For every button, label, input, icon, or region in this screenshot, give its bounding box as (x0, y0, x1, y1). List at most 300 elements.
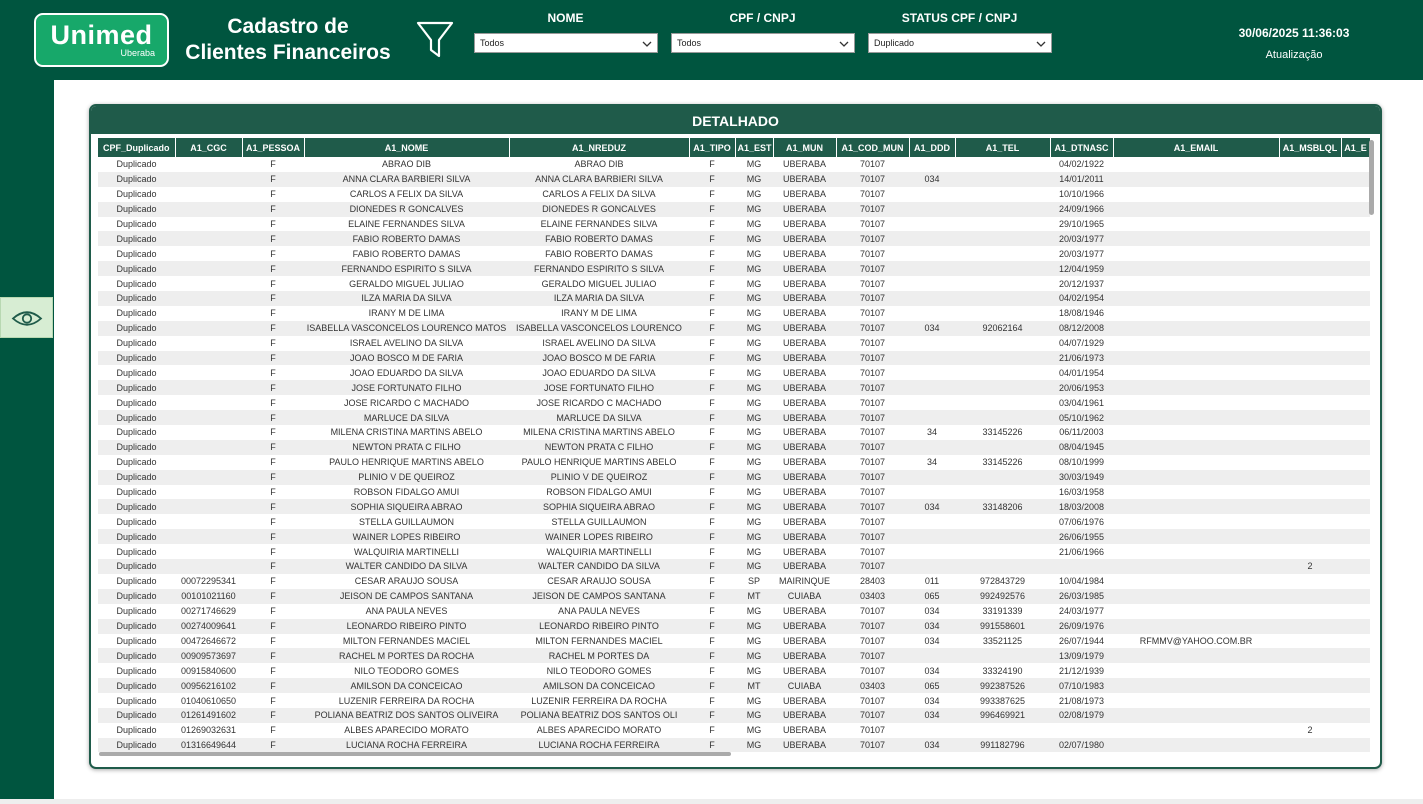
table-row[interactable] (98, 202, 1370, 217)
table-cell: F (242, 440, 304, 455)
table-row[interactable] (98, 559, 1370, 574)
table-row[interactable] (98, 589, 1370, 604)
table-cell (175, 440, 242, 455)
table-cell (909, 485, 955, 500)
table-row[interactable] (98, 425, 1370, 440)
table-cell (955, 306, 1050, 321)
table-row[interactable] (98, 246, 1370, 261)
table-cell (1113, 231, 1279, 246)
table-cell: 21/08/1973 (1050, 693, 1113, 708)
table-cell (1341, 187, 1370, 202)
table-cell: JOAO BOSCO M DE FARIA (304, 351, 509, 366)
table-cell: 20/03/1977 (1050, 231, 1113, 246)
table-row[interactable] (98, 634, 1370, 649)
table-cell: F (689, 529, 735, 544)
table-cell (1279, 529, 1341, 544)
slicer-cpf-cnpj-dropdown[interactable] (671, 33, 855, 53)
table-cell (1113, 693, 1279, 708)
table-row[interactable] (98, 738, 1370, 752)
table-cell: MG (735, 217, 773, 232)
table-cell: ILZA MARIA DA SILVA (304, 291, 509, 306)
table-cell: F (689, 380, 735, 395)
table-cell (1113, 410, 1279, 425)
table-cell (909, 723, 955, 738)
table-cell: MG (735, 336, 773, 351)
table-cell (1113, 276, 1279, 291)
table-cell: Duplicado (98, 395, 175, 410)
table-row[interactable] (98, 693, 1370, 708)
column-header-a1-tipo[interactable] (689, 138, 735, 157)
table-cell: MG (735, 499, 773, 514)
table-cell: CARLOS A FELIX DA SILVA (304, 187, 509, 202)
table-cell (1341, 157, 1370, 172)
table-cell: MG (735, 455, 773, 470)
table-cell: ELAINE FERNANDES SILVA (509, 217, 689, 232)
table-cell (1341, 499, 1370, 514)
table-cell (955, 544, 1050, 559)
table-cell (1341, 589, 1370, 604)
table-cell: UBERABA (773, 529, 836, 544)
table-row[interactable] (98, 499, 1370, 514)
table-cell: 70107 (836, 485, 909, 500)
column-header-a1-pessoa[interactable] (242, 138, 304, 157)
column-header-label: A1_NOME (384, 142, 429, 153)
column-header-a1-nreduz[interactable] (509, 138, 689, 157)
detail-table-card (89, 104, 1382, 769)
page-title (178, 14, 398, 66)
column-header-a1-ddd[interactable] (909, 138, 955, 157)
table-row[interactable] (98, 723, 1370, 738)
table-cell: 10/04/1984 (1050, 574, 1113, 589)
table-row[interactable] (98, 231, 1370, 246)
table-viewport (98, 138, 1370, 752)
table-cell: Duplicado (98, 306, 175, 321)
table-cell: F (242, 544, 304, 559)
table-cell (1341, 351, 1370, 366)
table-cell: F (242, 738, 304, 752)
table-cell (1279, 231, 1341, 246)
logo-brand: Unimed (50, 20, 153, 50)
table-row[interactable] (98, 440, 1370, 455)
table-cell: 04/07/1929 (1050, 336, 1113, 351)
table-cell: WALQUIRIA MARTINELLI (304, 544, 509, 559)
table-row[interactable] (98, 351, 1370, 366)
slicer-cpf-cnpj-label: CPF / CNPJ (729, 11, 796, 25)
table-cell: UBERABA (773, 217, 836, 232)
table-cell: F (242, 425, 304, 440)
table-row[interactable] (98, 619, 1370, 634)
table-cell: PLINIO V DE QUEIROZ (304, 470, 509, 485)
table-cell: 24/09/1966 (1050, 202, 1113, 217)
table-cell (1341, 455, 1370, 470)
table-cell: 034 (909, 663, 955, 678)
table-row[interactable] (98, 648, 1370, 663)
table-cell: 70107 (836, 693, 909, 708)
table-cell: POLIANA BEATRIZ DOS SANTOS OLI (509, 708, 689, 723)
table-cell: ELAINE FERNANDES SILVA (304, 217, 509, 232)
column-header-a1-e[interactable] (1341, 138, 1370, 157)
column-header-a1-cgc[interactable] (175, 138, 242, 157)
table-cell: F (689, 738, 735, 752)
table-cell: JOAO EDUARDO DA SILVA (509, 365, 689, 380)
column-header-cpf-duplicado[interactable] (98, 138, 175, 157)
column-header-a1-email[interactable] (1113, 138, 1279, 157)
table-row[interactable] (98, 187, 1370, 202)
column-header-a1-est[interactable] (735, 138, 773, 157)
table-cell (175, 410, 242, 425)
table-cell: F (242, 172, 304, 187)
table-cell: JOSE FORTUNATO FILHO (509, 380, 689, 395)
table-cell: F (242, 663, 304, 678)
table-cell: F (242, 336, 304, 351)
column-header-label: A1_PESSOA (245, 142, 301, 153)
table-cell (1341, 440, 1370, 455)
table-cell: 33145226 (955, 425, 1050, 440)
table-cell: 70107 (836, 365, 909, 380)
table-row[interactable] (98, 291, 1370, 306)
table-cell: 70107 (836, 738, 909, 752)
table-cell (955, 246, 1050, 261)
table-cell: ABRAO DIB (509, 157, 689, 172)
funnel-icon[interactable] (416, 20, 454, 60)
table-cell: F (689, 663, 735, 678)
report-header (0, 0, 1423, 80)
table-cell: Duplicado (98, 634, 175, 649)
table-cell (1113, 455, 1279, 470)
table-cell (1279, 395, 1341, 410)
logo-city: Uberaba (120, 48, 155, 58)
table-cell (1279, 589, 1341, 604)
table-cell (909, 187, 955, 202)
table-cell (1113, 217, 1279, 232)
table-cell: F (242, 276, 304, 291)
table-cell: 33145226 (955, 455, 1050, 470)
table-cell (955, 351, 1050, 366)
toggle-view-button[interactable] (0, 297, 53, 338)
table-cell: 00072295341 (175, 574, 242, 589)
table-cell (1279, 470, 1341, 485)
table-cell (1341, 544, 1370, 559)
table-cell (175, 514, 242, 529)
table-cell: Duplicado (98, 544, 175, 559)
table-cell (955, 157, 1050, 172)
table-cell (909, 648, 955, 663)
slicer-status-label: STATUS CPF / CNPJ (901, 11, 1018, 25)
column-header-a1-tel[interactable] (955, 138, 1050, 157)
column-header-a1-msblql[interactable] (1279, 138, 1341, 157)
table-cell: 065 (909, 589, 955, 604)
table-cell (1113, 723, 1279, 738)
table-cell (955, 202, 1050, 217)
table-cell (909, 261, 955, 276)
table-cell: F (689, 157, 735, 172)
table-cell: F (689, 321, 735, 336)
table-cell: 2 (1279, 559, 1341, 574)
table-cell: 70107 (836, 440, 909, 455)
bottom-strip (0, 799, 1423, 804)
table-cell (1113, 485, 1279, 500)
slicer-status-dropdown[interactable] (868, 33, 1052, 53)
table-cell: F (689, 514, 735, 529)
table-cell: 034 (909, 499, 955, 514)
table-cell: Duplicado (98, 559, 175, 574)
page-title-line2: Clientes Financeiros (185, 41, 391, 64)
table-cell: 04/02/1922 (1050, 157, 1113, 172)
table-cell (175, 425, 242, 440)
table-cell: 70107 (836, 544, 909, 559)
table-cell (1279, 678, 1341, 693)
table-cell (955, 470, 1050, 485)
table-row[interactable] (98, 514, 1370, 529)
table-cell: F (242, 306, 304, 321)
table-cell: F (689, 604, 735, 619)
table-row[interactable] (98, 380, 1370, 395)
table-cell (1113, 678, 1279, 693)
table-cell: F (689, 261, 735, 276)
table-cell (1341, 321, 1370, 336)
table-row[interactable] (98, 708, 1370, 723)
table-cell: F (242, 351, 304, 366)
table-cell: UBERABA (773, 485, 836, 500)
table-cell: F (242, 619, 304, 634)
table-cell (909, 336, 955, 351)
table-cell: ANNA CLARA BARBIERI SILVA (509, 172, 689, 187)
table-cell: 04/02/1954 (1050, 291, 1113, 306)
table-cell (1113, 291, 1279, 306)
table-cell: ALBES APARECIDO MORATO (509, 723, 689, 738)
table-cell (1113, 351, 1279, 366)
table-cell: 20/06/1953 (1050, 380, 1113, 395)
table-cell: UBERABA (773, 157, 836, 172)
table-cell (955, 485, 1050, 500)
column-header-label: A1_TIPO (693, 142, 731, 153)
table-cell: F (689, 217, 735, 232)
table-cell (1279, 455, 1341, 470)
table-cell: Duplicado (98, 380, 175, 395)
column-header-a1-cod-mun[interactable] (836, 138, 909, 157)
table-cell (1341, 172, 1370, 187)
table-row[interactable] (98, 678, 1370, 693)
table-cell: Duplicado (98, 276, 175, 291)
table-cell (1279, 410, 1341, 425)
table-cell: 70107 (836, 306, 909, 321)
table-cell (175, 499, 242, 514)
table-cell (175, 365, 242, 380)
table-row[interactable] (98, 172, 1370, 187)
table-cell: F (242, 693, 304, 708)
table-cell: 34 (909, 455, 955, 470)
table-cell: F (689, 574, 735, 589)
table-cell: F (689, 395, 735, 410)
eye-icon (1, 298, 54, 339)
table-row[interactable] (98, 261, 1370, 276)
slicer-nome-dropdown[interactable] (474, 33, 658, 53)
table-cell: UBERABA (773, 544, 836, 559)
table-cell: Duplicado (98, 202, 175, 217)
table-cell: 01316649644 (175, 738, 242, 752)
table-cell (1279, 217, 1341, 232)
table-cell: Duplicado (98, 619, 175, 634)
table-cell: 991558601 (955, 619, 1050, 634)
table-cell: UBERABA (773, 410, 836, 425)
table-cell: 02/07/1980 (1050, 738, 1113, 752)
table-cell: 70107 (836, 217, 909, 232)
table-cell: F (689, 231, 735, 246)
table-cell: F (242, 410, 304, 425)
table-cell: GERALDO MIGUEL JULIAO (304, 276, 509, 291)
table-cell: Duplicado (98, 648, 175, 663)
table-cell (1341, 574, 1370, 589)
table-row[interactable] (98, 470, 1370, 485)
table-row[interactable] (98, 574, 1370, 589)
table-cell: 70107 (836, 231, 909, 246)
table-cell: Duplicado (98, 678, 175, 693)
table-cell: MG (735, 663, 773, 678)
table-cell: LEONARDO RIBEIRO PINTO (509, 619, 689, 634)
table-cell: 04/01/1954 (1050, 365, 1113, 380)
table-cell (1341, 365, 1370, 380)
table-cell: UBERABA (773, 321, 836, 336)
table-cell (175, 246, 242, 261)
table-cell: NEWTON PRATA C FILHO (509, 440, 689, 455)
table-cell: UBERABA (773, 231, 836, 246)
table-row[interactable] (98, 663, 1370, 678)
table-cell (1341, 738, 1370, 752)
horizontal-scrollbar[interactable] (99, 752, 731, 756)
table-row[interactable] (98, 485, 1370, 500)
table-cell: Duplicado (98, 514, 175, 529)
table-cell: F (242, 574, 304, 589)
table-cell: UBERABA (773, 351, 836, 366)
table-cell: UBERABA (773, 276, 836, 291)
table-cell: 29/10/1965 (1050, 217, 1113, 232)
table-cell (1113, 574, 1279, 589)
table-cell: Duplicado (98, 321, 175, 336)
table-cell (175, 261, 242, 276)
table-cell: MG (735, 291, 773, 306)
table-cell: 08/12/2008 (1050, 321, 1113, 336)
table-cell: F (242, 589, 304, 604)
table-cell: Duplicado (98, 738, 175, 752)
table-row[interactable] (98, 544, 1370, 559)
table-cell: F (242, 261, 304, 276)
table-cell: 70107 (836, 634, 909, 649)
table-row[interactable] (98, 276, 1370, 291)
table-cell: 034 (909, 693, 955, 708)
table-cell (1113, 604, 1279, 619)
table-header-row (98, 138, 1370, 157)
table-cell: 00909573697 (175, 648, 242, 663)
table-cell (175, 321, 242, 336)
table-body (98, 157, 1370, 752)
table-cell (955, 231, 1050, 246)
table-cell: 92062164 (955, 321, 1050, 336)
table-cell: 18/08/1946 (1050, 306, 1113, 321)
vertical-scrollbar[interactable] (1369, 140, 1374, 215)
table-cell (909, 440, 955, 455)
table-cell (955, 559, 1050, 574)
table-cell (1279, 425, 1341, 440)
table-cell: 24/03/1977 (1050, 604, 1113, 619)
table-cell: LUCIANA ROCHA FERREIRA (304, 738, 509, 752)
table-cell: UBERABA (773, 738, 836, 752)
table-row[interactable] (98, 365, 1370, 380)
table-cell: 26/06/1955 (1050, 529, 1113, 544)
table-cell: F (689, 336, 735, 351)
table-cell: F (689, 455, 735, 470)
table-row[interactable] (98, 455, 1370, 470)
table-cell: 13/09/1979 (1050, 648, 1113, 663)
table-row[interactable] (98, 529, 1370, 544)
table-cell: UBERABA (773, 723, 836, 738)
table-cell: F (689, 589, 735, 604)
table-cell: 21/06/1973 (1050, 351, 1113, 366)
table-cell: 993387625 (955, 693, 1050, 708)
table-cell: 21/06/1966 (1050, 544, 1113, 559)
table-cell: 70107 (836, 514, 909, 529)
table-cell: F (242, 708, 304, 723)
table-cell (955, 723, 1050, 738)
table-cell: Duplicado (98, 440, 175, 455)
table-cell: F (689, 648, 735, 663)
table-cell: 10/10/1966 (1050, 187, 1113, 202)
table-cell: 70107 (836, 648, 909, 663)
table-cell (955, 336, 1050, 351)
table-row[interactable] (98, 410, 1370, 425)
table-cell: MG (735, 172, 773, 187)
column-header-a1-dtnasc[interactable] (1050, 138, 1113, 157)
table-cell: JEISON DE CAMPOS SANTANA (509, 589, 689, 604)
table-row[interactable] (98, 217, 1370, 232)
table-cell: F (242, 499, 304, 514)
table-cell: Duplicado (98, 455, 175, 470)
table-cell: 991182796 (955, 738, 1050, 752)
column-header-a1-nome[interactable] (304, 138, 509, 157)
table-row[interactable] (98, 321, 1370, 336)
table-cell: Duplicado (98, 723, 175, 738)
table-cell: CESAR ARAUJO SOUSA (304, 574, 509, 589)
table-row[interactable] (98, 604, 1370, 619)
table-cell: 26/03/1985 (1050, 589, 1113, 604)
table-cell: 034 (909, 172, 955, 187)
table-cell: Duplicado (98, 365, 175, 380)
table-row[interactable] (98, 395, 1370, 410)
column-header-a1-mun[interactable] (773, 138, 836, 157)
table-cell: MILENA CRISTINA MARTINS ABELO (304, 425, 509, 440)
table-cell (909, 351, 955, 366)
table-cell (1113, 663, 1279, 678)
table-cell (1113, 365, 1279, 380)
table-cell: MILTON FERNANDES MACIEL (509, 634, 689, 649)
table-row[interactable] (98, 157, 1370, 172)
column-header-label: A1_DDD (913, 142, 950, 153)
table-cell (909, 291, 955, 306)
table-cell: MG (735, 514, 773, 529)
table-cell: 28403 (836, 574, 909, 589)
table-cell: IRANY M DE LIMA (509, 306, 689, 321)
table-cell: F (242, 202, 304, 217)
table-cell: 02/08/1979 (1050, 708, 1113, 723)
table-cell (175, 336, 242, 351)
table-row[interactable] (98, 336, 1370, 351)
table-cell: 70107 (836, 351, 909, 366)
table-cell (909, 544, 955, 559)
table-cell (1341, 514, 1370, 529)
table-cell (955, 187, 1050, 202)
table-row[interactable] (98, 306, 1370, 321)
table-cell (1279, 663, 1341, 678)
table-cell: SP (735, 574, 773, 589)
